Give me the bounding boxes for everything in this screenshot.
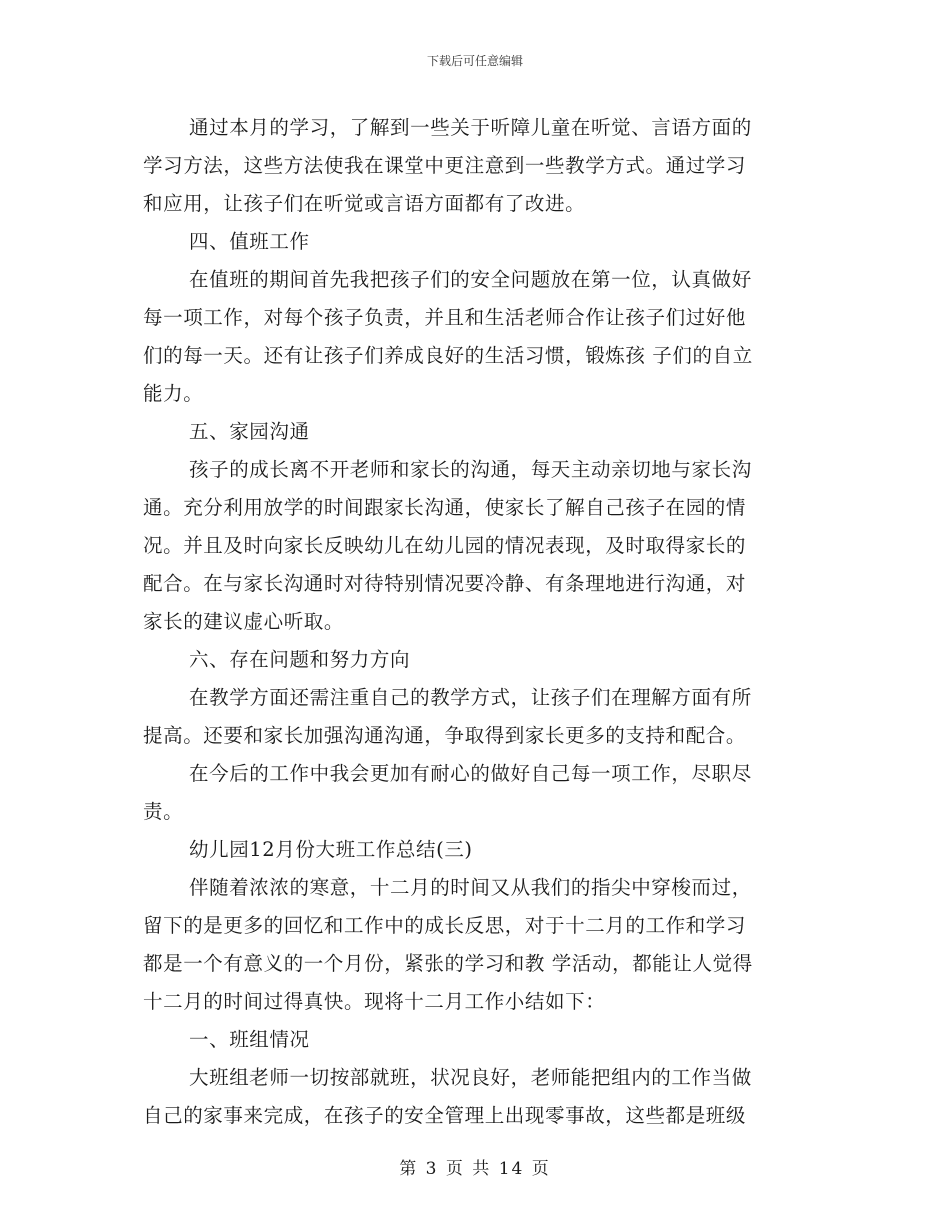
section-heading: 五、家园沟通 [189,420,310,443]
text-line: 通。充分利用放学的时间跟家长沟通，使家长了解自己孩子在园的情 [143,496,747,519]
text-line: 家长的建议虚心听取。 [143,610,345,633]
text-line: 十二月的时间过得真快。现将十二月工作小结如下： [143,990,606,1013]
text-line: 在今后的工作中我会更加有耐心的做好自己每一项工作，尽职尽 [189,762,752,785]
text-line: 大班组老师一切按部就班，状况良好，老师能把组内的工作当做 [189,1066,752,1089]
text-line: 学习方法，这些方法使我在课堂中更注意到一些教学方式。通过学习 [143,154,747,177]
text-line: 孩子的成长离不开老师和家长的沟通，每天主动亲切地与家长沟 [189,458,752,481]
text-line: 留下的是更多的回忆和工作中的成长反思，对于十二月的工作和学习 [143,914,747,937]
text-line: 每一项工作，对每个孩子负责，并且和生活老师合作让孩子们过好他 [143,306,747,329]
section-heading: 一、班组情况 [189,1028,310,1051]
text-line: 们的每一天。还有让孩子们养成良好的生活习惯，锻炼孩 子们的自立 [143,344,753,367]
text-line: 和应用，让孩子们在听觉或言语方面都有了改进。 [143,192,586,215]
section-heading: 六、存在问题和努力方向 [189,648,411,671]
text-line: 通过本月的学习，了解到一些关于听障儿童在听觉、言语方面的 [189,116,752,139]
text-line: 伴随着浓浓的寒意，十二月的时间又从我们的指尖中穿梭而过， [189,876,752,899]
text-line: 在教学方面还需注重自己的教学方式，让孩子们在理解方面有所 [189,686,752,709]
text-line: 能力。 [143,382,204,405]
document-subtitle: 幼儿园12月份大班工作总结(三) [189,838,473,861]
text-line: 责。 [143,800,184,823]
text-line: 提高。还要和家长加强沟通沟通，争取得到家长更多的支持和配合。 [143,724,747,747]
page-number-footer: 第 3 页 共 14 页 [399,1159,551,1179]
page-header: 下载后可任意编辑 [426,54,523,68]
text-line: 在值班的期间首先我把孩子们的安全问题放在第一位，认真做好 [189,268,752,291]
section-heading: 四、值班工作 [189,230,310,253]
text-line: 配合。在与家长沟通时对待特别情况要冷静、有条理地进行沟通，对 [143,572,747,595]
document-body [143,109,803,1135]
text-line: 自己的家事来完成，在孩子的安全管理上出现零事故，这些都是班级 [143,1104,747,1127]
text-line: 都是一个有意义的一个月份，紧张的学习和教 学活动，都能让人觉得 [143,952,753,975]
text-line: 况。并且及时向家长反映幼儿在幼儿园的情况表现，及时取得家长的 [143,534,747,557]
